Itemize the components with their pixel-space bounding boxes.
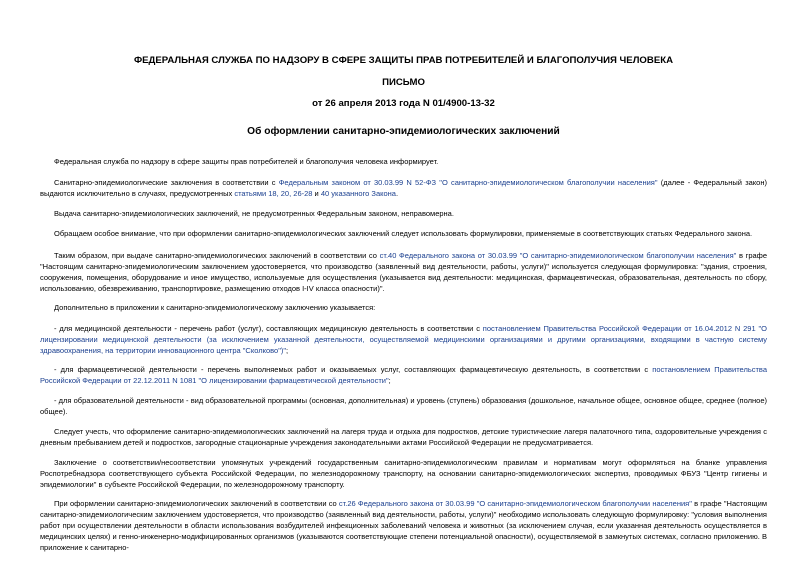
paragraph-medical-activity <box>40 323 767 356</box>
paragraph-text: - для медицинской деятельности - перечень работ (услуг), составляющих медицинскую деятельность в соответствии с <box>54 324 483 333</box>
paragraph-intro <box>40 156 767 167</box>
link-article-40[interactable]: 40 указанного Закона <box>320 189 396 198</box>
paragraph-text: Дополнительно в приложении к санитарно-эпидемиологическому заключению указывается: <box>54 303 376 312</box>
paragraph-text: - для фармацевтической деятельности - перечень выполняемых работ и оказываемых услуг, составляющих фармацевтическую деятельность, в соответствии с <box>54 365 653 374</box>
paragraph-text: Федеральная служба по надзору в сфере защиты прав потребителей и благополучия человека информирует. <box>54 157 439 166</box>
paragraph-compliance-conclusions <box>40 457 767 490</box>
paragraph-text: Обращаем особое внимание, что при оформлении санитарно-эпидемиологических заключений следует использовать формулировки, применяемые в соответствующих статьях Федерального закона. <box>54 229 753 238</box>
link-article-40-federal-law[interactable]: ст.40 Федерального закона от 30.03.99 "О санитарно-эпидемиологическом благополучии населения" <box>379 251 737 260</box>
paragraph-text: и <box>312 189 321 198</box>
document-date-number: от 26 апреля 2013 года N 01/4900-13-32 <box>312 98 495 109</box>
paragraph-text: ; <box>388 376 391 385</box>
paragraph-text: в графе "Настоящим санитарно-эпидемиологическим заключением удостоверяется, что производство (заявленный вид деятельности, работы, услуги)" используется следующая формулировка: "здания, строения, сооружения, помещения, оборудование и иное имущество, используемые для осуществления (указывается вид деятельности: медицинская, фармацевтическая, образовательная, деятельность по сбору, использованию, обезвреживанию, транспортировке, размещению отходов I-IV класса опасности)". <box>40 251 768 293</box>
paragraph-text: ; <box>286 346 289 355</box>
paragraph-appendix-intro <box>40 302 767 313</box>
document-type: ПИСЬМО <box>382 77 425 88</box>
link-decree-1081[interactable]: постановлением Правительства Российской Федерации от 22.12.2011 N 1081 "О лицензировании фармацевтической деятельности" <box>40 365 768 385</box>
paragraph-text: Таким образом, при выдаче санитарно-эпидемиологических заключений в соответствии со <box>54 251 380 260</box>
agency-title: ФЕДЕРАЛЬНАЯ СЛУЖБА ПО НАДЗОРУ В СФЕРЕ ЗАЩИТЫ ПРАВ ПОТРЕБИТЕЛЕЙ И БЛАГОПОЛУЧИЯ ЧЕЛОВЕКА <box>133 55 674 66</box>
paragraph-text: Следует учесть, что оформление санитарно-эпидемиологических заключений на лагеря труда и отдыха для подростков, детские туристические лагеря палаточного типа, оздоровительные учреждения с дневным пребыванием детей и подростков, загородные стационарные учреждения законодательными актами Российской Федерации не предусматривается. <box>40 427 767 447</box>
paragraph-text: Выдача санитарно-эпидемиологических заключений, не предусмотренных Федеральным законом, неправомерна. <box>54 209 454 218</box>
paragraph-text: . <box>395 189 399 198</box>
link-articles-18-20-26-28[interactable]: статьями 18, 20, 26-28 <box>234 189 313 198</box>
paragraph-unlawful-issuance <box>40 208 767 219</box>
paragraph-article-40-wording <box>40 250 767 294</box>
link-federal-law-52fz[interactable]: Федеральным законом от 30.03.99 N 52-ФЗ "О санитарно-эпидемиологическом благополучии населения" <box>278 178 658 187</box>
link-article-26-federal-law[interactable]: ст.26 Федерального закона от 30.03.99 "О санитарно-эпидемиологическом благополучии населения" <box>338 499 692 508</box>
paragraph-article-26-wording <box>40 498 767 553</box>
paragraph-text: При оформлении санитарно-эпидемиологических заключений в соответствии со <box>54 499 339 508</box>
paragraph-education-activity <box>40 395 767 417</box>
paragraph-text: Заключение о соответствии/несоответствии упомянутых учреждений государственным санитарно-эпидемиологическим правилам и нормативам могут оформляться на бланке управления Роспотребнадзора соответствующего субъекта Российской Федерации, по железнодорожному транспорту, на основании санитарно-эпидемиологических экспертиз, проводимых ФБУЗ "Центр гигиены и эпидемиологии" в субъекте Российской Федерации, по железнодорожному транспорту. <box>40 458 767 489</box>
paragraph-text: - для образовательной деятельности - вид образовательной программы (основная, дополнительная) и уровень (ступень) образования (дошкольное, начальное общее, основное общее, среднее (полное) общее). <box>40 396 767 416</box>
paragraph-wording-note <box>40 228 767 239</box>
paragraph-pharma-activity <box>40 364 767 386</box>
paragraph-text: в графе "Настоящим санитарно-эпидемиологическим заключением удостоверяется, что производство (заявленный вид деятельности, работы, услуги)" необходимо использовать следующую формулировку: "условия выполнения работ при осуществлении деятельности в области использования возбудителей инфекционных заболеваний человека и животных (за исключением случая, если указанная деятельность осуществляется в медицинских целях) и генно-инженерно-модифицированных организмов (указываются соответствующие степени потенциальной опасности), осуществляемой в замкнутых системах, согласно приложению. В приложение к санитарно- <box>40 499 767 552</box>
paragraph-text: (далее - Федеральный закон) выдаются исключительно в случаях, предусмотренных <box>40 178 767 198</box>
paragraph-camps-note <box>40 426 767 448</box>
link-decree-291[interactable]: постановлением Правительства Российской Федерации от 16.04.2012 N 291 "О лицензировании медицинской деятельности (за исключением указанной деятельности, осуществляемой медицинскими организациями и другими организациями, входящими в частную систему здравоохранения, на территории инновационного центра "Сколково")" <box>40 324 767 355</box>
paragraph-conclusions-basis <box>40 177 767 199</box>
document-subject: Об оформлении санитарно-эпидемиологических заключений <box>247 126 560 137</box>
paragraph-text: Санитарно-эпидемиологические заключения в соответствии с <box>54 178 279 187</box>
